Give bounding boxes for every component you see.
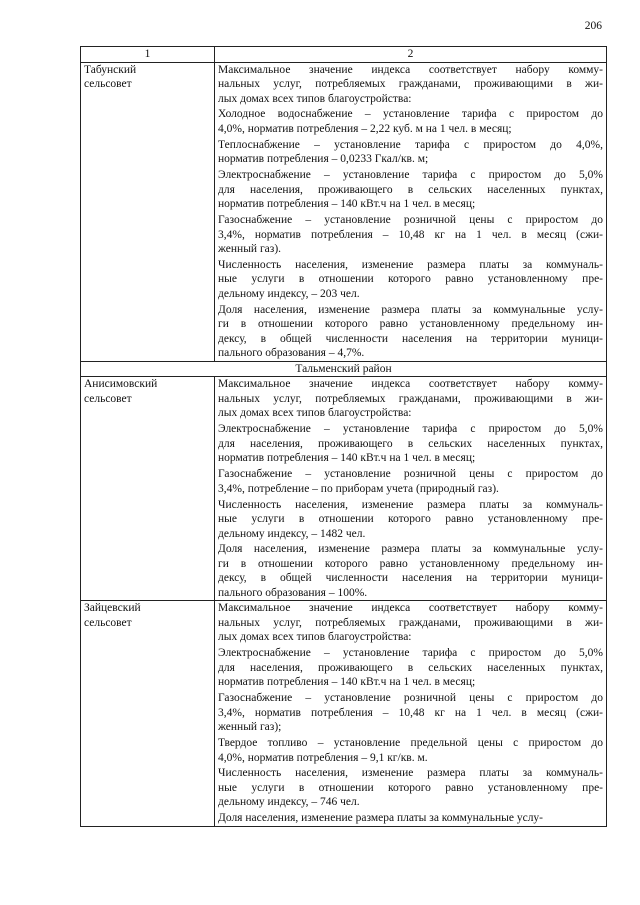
text-line: Газоснабжение – установление розничной цены с приростом до — [218, 468, 603, 481]
text-line: Электроснабжение – установление тарифа с приростом до 5,0% — [218, 169, 603, 182]
text-line: лых домах всех типов благоустройства: — [218, 407, 412, 420]
description-paragraph — [218, 811, 603, 826]
description-paragraph — [218, 766, 603, 810]
description-paragraph — [218, 691, 603, 735]
description-paragraph — [218, 542, 603, 600]
text-line: дельному индексу, – 1482 чел. — [218, 527, 366, 540]
text-line: Электроснабжение – установление тарифа с приростом до 5,0% — [218, 423, 603, 436]
settlement-description — [215, 377, 607, 601]
text-line: 4,0%, норматив потребления – 2,22 куб. м на 1 чел. в месяц; — [218, 122, 512, 135]
text-line: для населения, проживающего в сельских населенных пунктах, — [218, 661, 603, 674]
description-paragraph — [218, 377, 603, 421]
text-line: женный газ). — [218, 243, 282, 256]
text-line: 3,4%, потребление – по приборам учета (природный газ). — [218, 482, 499, 495]
description-paragraph — [218, 303, 603, 361]
settlement-row — [81, 62, 607, 361]
settlement-description — [215, 601, 607, 826]
text-line: Холодное водоснабжение – установление тарифа с приростом до — [218, 108, 603, 121]
description-paragraph — [218, 258, 603, 302]
region-row — [81, 361, 607, 377]
text-line: Газоснабжение – установление розничной цены с приростом до — [218, 692, 603, 705]
settlement-description — [215, 62, 607, 361]
text-line: Твердое топливо – установление предельной цены с приростом до — [218, 737, 603, 750]
text-line: нальных услуг, потребляемых гражданами, проживающими в жи- — [218, 616, 603, 629]
text-line: Электроснабжение – установление тарифа с приростом до 5,0% — [218, 647, 603, 660]
text-line: 4,0%, норматив потребления – 9,1 кг/кв. м. — [218, 751, 428, 764]
text-line: лых домах всех типов благоустройства: — [218, 631, 412, 644]
text-line: ные услуги в отношении которого равно установленному пре- — [218, 273, 603, 286]
description-paragraph — [218, 736, 603, 765]
table-header-row — [81, 47, 607, 63]
text-line: 3,4%, норматив потребления – 10,48 кг на 1 чел. в месяц (сжи- — [218, 228, 603, 241]
text-line: пального образования – 100%. — [218, 586, 368, 599]
text-line: дельному индексу, – 203 чел. — [218, 287, 360, 300]
text-line: для населения, проживающего в сельских населенных пунктах, — [218, 437, 603, 450]
settlement-name — [81, 601, 215, 826]
description-paragraph — [218, 422, 603, 466]
text-line: Максимальное значение индекса соответствует набору комму- — [218, 63, 603, 76]
text-line: норматив потребления – 140 кВт.ч на 1 чел. в месяц; — [218, 452, 476, 465]
text-line: дексу, в общей численности населения на территории муници- — [218, 572, 603, 585]
description-paragraph — [218, 498, 603, 542]
text-line: пального образования – 4,7%. — [218, 347, 365, 360]
settlement-name-line: Анисимовский — [84, 378, 158, 391]
text-line: ные услуги в отношении которого равно установленному пре- — [218, 513, 603, 526]
description-paragraph — [218, 213, 603, 257]
text-line: Доля населения, изменение размера платы за коммунальные услу- — [218, 543, 603, 556]
description-paragraph — [218, 168, 603, 212]
description-paragraph — [218, 467, 603, 496]
text-line: ги в отношении которого равно установленному предельному ин- — [218, 557, 603, 570]
settlement-name-line: сельсовет — [84, 616, 132, 629]
settlement-name-line: сельсовет — [84, 392, 132, 405]
text-line: Доля населения, изменение размера платы за коммунальные услу- — [218, 812, 544, 825]
text-line: норматив потребления – 140 кВт.ч на 1 чел. в месяц; — [218, 198, 476, 211]
description-paragraph — [218, 138, 603, 167]
text-line: норматив потребления – 0,0233 Гкал/кв. м; — [218, 153, 429, 166]
settlement-name — [81, 377, 215, 601]
index-table — [80, 46, 607, 827]
text-line: Доля населения, изменение размера платы за коммунальные услу- — [218, 303, 603, 316]
text-line: Максимальное значение индекса соответствует набору комму- — [218, 602, 603, 615]
text-line: женный газ); — [218, 721, 282, 734]
text-line: для населения, проживающего в сельских населенных пунктах, — [218, 183, 603, 196]
text-line: норматив потребления – 140 кВт.ч на 1 чел. в месяц; — [218, 676, 476, 689]
description-paragraph — [218, 601, 603, 645]
settlement-name-line: Зайцевский — [84, 602, 141, 615]
text-line: дексу, в общей численности населения на территории муници- — [218, 332, 603, 345]
table-body — [81, 47, 607, 827]
settlement-name-line: сельсовет — [84, 78, 132, 90]
text-line: нальных услуг, потребляемых гражданами, проживающими в жи- — [218, 78, 603, 90]
text-line: Теплоснабжение – установление тарифа с приростом до 4,0%, — [218, 138, 603, 151]
text-line: нальных услуг, потребляемых гражданами, проживающими в жи- — [218, 392, 603, 405]
region-name: Тальменский район — [81, 361, 607, 377]
column-header-2: 2 — [215, 47, 607, 63]
column-header-1: 1 — [81, 47, 215, 63]
text-line: лых домах всех типов благоустройства: — [218, 92, 412, 105]
text-line: Газоснабжение – установление розничной цены с приростом до — [218, 214, 603, 227]
description-paragraph — [218, 63, 603, 107]
text-line: Максимальное значение индекса соответствует набору комму- — [218, 378, 603, 391]
settlement-name — [81, 62, 215, 361]
settlement-row — [81, 601, 607, 826]
text-line: ги в отношении которого равно установленному предельному ин- — [218, 318, 603, 331]
description-paragraph — [218, 107, 603, 136]
text-line: Численность населения, изменение размера платы за коммуналь- — [218, 258, 603, 271]
text-line: Численность населения, изменение размера платы за коммуналь- — [218, 498, 603, 511]
text-line: 3,4%, норматив потребления – 10,48 кг на 1 чел. в месяц (сжи- — [218, 706, 603, 719]
settlement-name-line: Табунский — [84, 63, 137, 76]
settlement-row — [81, 377, 607, 601]
text-line: ные услуги в отношении которого равно установленному пре- — [218, 781, 603, 794]
page-number: 206 — [584, 20, 602, 32]
description-paragraph — [218, 646, 603, 690]
text-line: дельному индексу, – 746 чел. — [218, 796, 360, 809]
text-line: Численность населения, изменение размера платы за коммуналь- — [218, 767, 603, 780]
